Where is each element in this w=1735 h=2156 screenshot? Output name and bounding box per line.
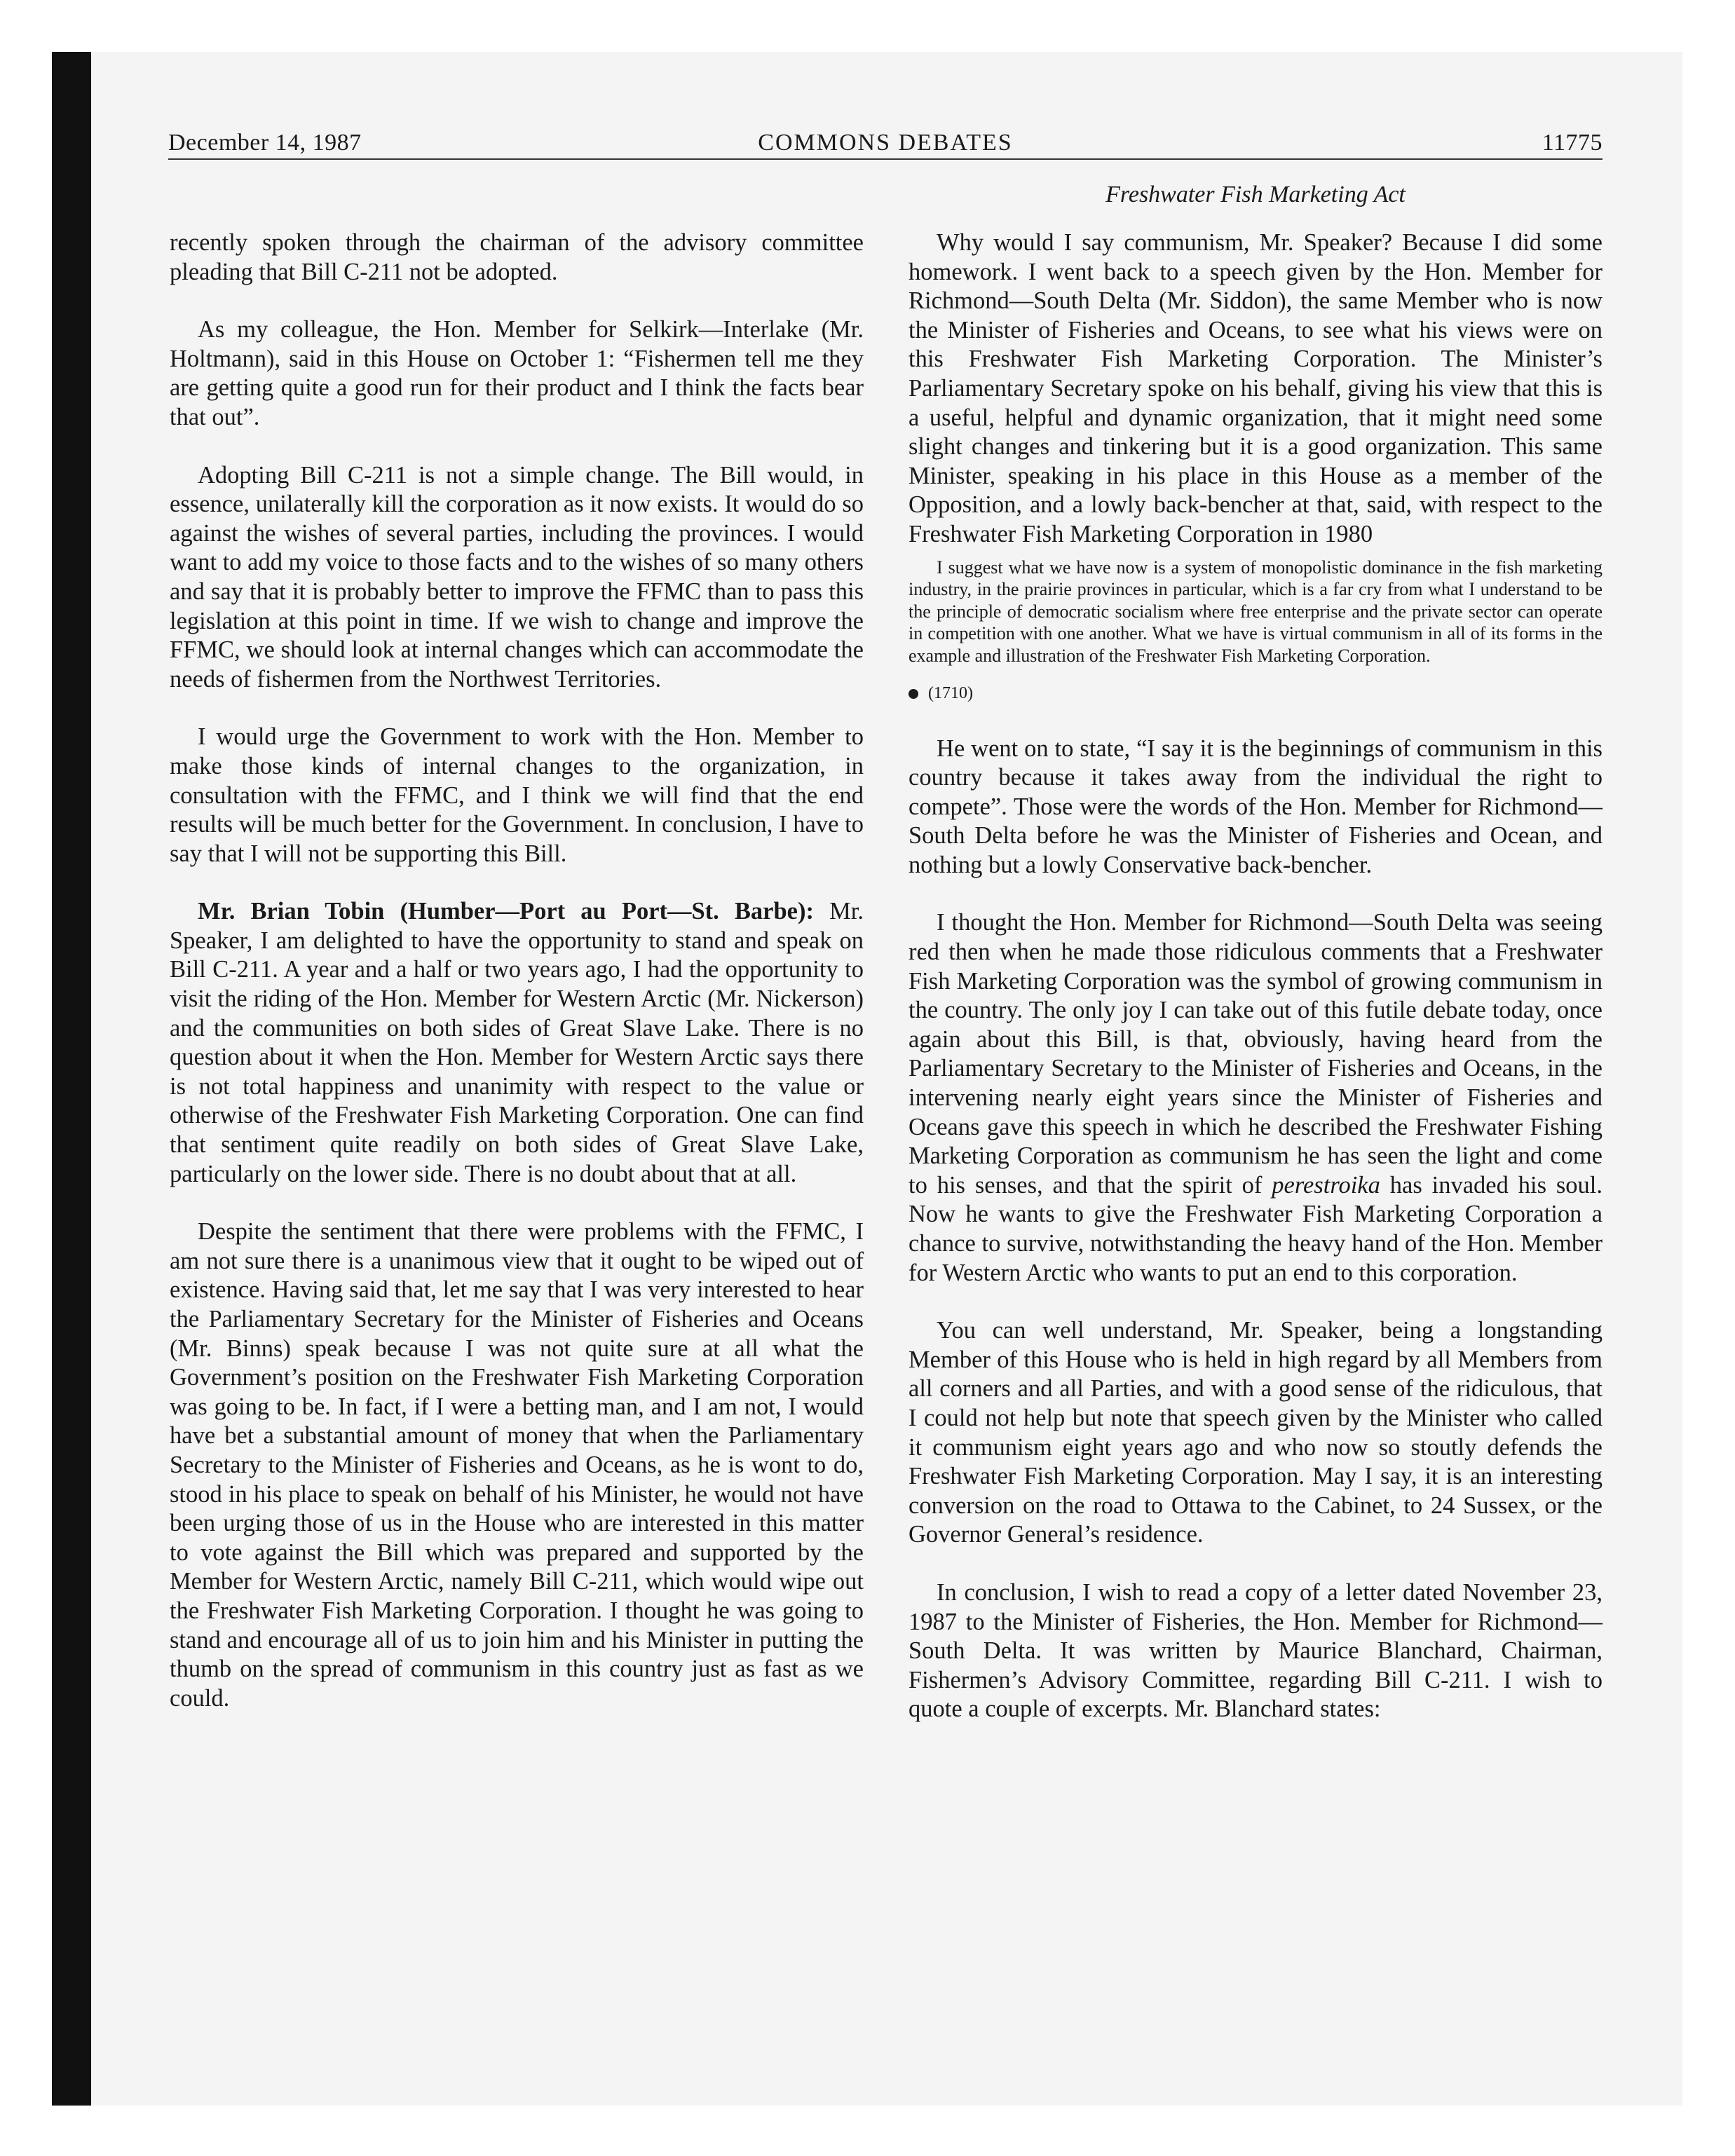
paragraph: You can well understand, Mr. Speaker, being a longstanding Member of this House who is held in high regard by all Members from all corners and all Parties, and with a good sense of the ridiculous, that I could not help but note that speech given by the Minister who called it communism eight years ago and who now so stoutly defends the Freshwater Fish Marketing Corporation. May I say, it is an interesting conversion on the road to Ottawa to the Cabinet, to 24 Sussex, or the Governor General’s residence. <box>909 1317 1603 1548</box>
paragraph: Why would I say communism, Mr. Speaker? Because I did some homework. I went back to a speech given by the Hon. Member for Richmond—South Delta (Mr. Siddon), the same Member who is now the Minister of Fisheries and Oceans, to see what his views were on this Freshwater Fish Marketing Corporation. The Minister’s Parliamentary Secretary spoke on his behalf, giving his view that this is a useful, helpful and dynamic organization, that it might need some slight changes and tinkering but it is a good organization. This same Minister, speaking in his place in this House as a member of the Opposition, and a lowly back-bencher at that, said, with respect to the Freshwater Fish Marketing Corporation in 1980 <box>909 229 1603 547</box>
page-header <box>168 129 1603 157</box>
header-rule <box>168 158 1603 160</box>
speech-text: Speaker, I am delighted to have the opportunity to stand and speak on Bill C-211. A year and a half or two years ago, I had the opportunity to visit the riding of the Hon. Member for Western Arctic (Mr. Nickerson) and the communities on both sides of Great Slave Lake. There is no question about it when the Hon. Member for Western Arctic says there is not total happiness and unanimity with respect to the value or otherwise of the Freshwater Fish Marketing Corporation. One can find that sentiment quite readily on both sides of Great Slave Lake, particularly on the lower side. There is no doubt about that at all. <box>170 927 864 1187</box>
speech-paragraph <box>170 897 864 1189</box>
time-marker <box>909 683 1603 704</box>
time-marker-text: (1710) <box>928 683 973 702</box>
paragraph-text: has invaded his soul. Now he wants to give the Freshwater Fish Marketing Corporation a chance to survive, notwithstanding the heavy hand of the Hon. Member for Western Arctic who wants to put an end to this corporation. <box>909 1171 1603 1286</box>
left-column <box>170 228 864 1713</box>
running-head: Freshwater Fish Marketing Act <box>1105 182 1406 207</box>
paragraph: Adopting Bill C-211 is not a simple change. The Bill would, in essence, unilaterally kill the corporation as it now exists. It would do so against the wishes of several parties, including the provinces. I would want to add my voice to those facts and to the wishes of so many others and say that it is probably better to improve the FFMC than to pass this legislation at this point in time. If we wish to change and improve the FFMC, we should look at internal changes which can accommodate the needs of fishermen from the Northwest Territories. <box>170 461 864 692</box>
paragraph: Despite the sentiment that there were problems with the FFMC, I am not sure there is a unanimous view that it ought to be wiped out of existence. Having said that, let me say that I was very interested to hear the Parliamentary Secretary for the Minister of Fisheries and Oceans (Mr. Binns) speak because I was not quite sure at all what the Government’s position on the Freshwater Fish Marketing Corporation was going to be. In fact, if I were a betting man, and I am not, I would have bet a substantial amount of money that when the Parliamentary Secretary to the Minister of Fisheries and Oceans, as he is wont to do, stood in his place to speak on behalf of his Minister, he would not have been urging those of us in the House who are interested in this matter to vote against the Bill which was prepared and supported by the Member for Western Arctic, namely Bill C-211, which would wipe out the Freshwater Fish Marketing Corporation. I thought he was going to stand and encourage all of us to join him and his Minister in putting the thumb on the spread of communism in this country just as fast as we could. <box>170 1218 864 1712</box>
block-quote: I suggest what we have now is a system of monopolistic dominance in the fish marketing industry, in the prairie provinces in particular, which is a far cry from what I understand to be the principle of democratic socialism where free enterprise and the private sector can operate in competition with one another. What we have is virtual communism in all of its forms in the example and illustration of the Freshwater Fish Marketing Corporation. <box>909 557 1603 666</box>
paragraph: I would urge the Government to work with the Hon. Member to make those kinds of internal changes to the organization, in consultation with the FFMC, and I think we will find that the end results will be much better for the Government. In conclusion, I have to say that I will not be supporting this Bill. <box>170 723 864 867</box>
paragraph <box>909 908 1603 1288</box>
paragraph: In conclusion, I wish to read a copy of a letter dated November 23, 1987 to the Minister of Fisheries, the Hon. Member for Richmond—South Delta. It was written by Maurice Blanchard, Chairman, Fishermen’s Advisory Committee, regarding Bill C-211. I wish to quote a couple of excerpts. Mr. Blanchard states: <box>909 1578 1603 1723</box>
header-page-number: 11775 <box>1542 130 1603 156</box>
bullet-icon <box>909 689 918 699</box>
header-date: December 14, 1987 <box>168 130 362 156</box>
paragraph: recently spoken through the chairman of the advisory committee pleading that Bill C-211 not be adopted. <box>170 229 864 285</box>
right-column <box>909 228 1603 1724</box>
paragraph-text: I thought the Hon. Member for Richmond—South Delta was seeing red then when he made those ridiculous comments that a Freshwater Fish Marketing Corporation was the symbol of growing communism in the country. The only joy I can take out of this futile debate today, once again about this Bill, is that, obviously, having heard from the Parliamentary Secretary to the Minister of Fisheries and Oceans, in the intervening nearly eight years since the Minister of Fisheries and Oceans gave this speech in which he described the Freshwater Fishing Marketing Corporation as communism he has seen the light and come to his senses, and that the spirit of <box>909 909 1603 1199</box>
paragraph: As my colleague, the Hon. Member for Selkirk—Interlake (Mr. Holtmann), said in this House on October 1: “Fishermen tell me they are getting quite a good run for their product and I think the facts bear that out”. <box>170 316 864 430</box>
paragraph: He went on to state, “I say it is the beginnings of communism in this country because it takes away from the individual the right to compete”. Those were the words of the Hon. Member for Richmond—South Delta before he was the Minister of Fisheries and Ocean, and nothing but a lowly Conservative back-bencher. <box>909 735 1603 878</box>
speaker-intro-tail: Mr. <box>829 898 864 925</box>
speaker-name: Mr. Brian Tobin (Humber—Port au Port—St. Barbe): <box>198 898 814 925</box>
header-title: COMMONS DEBATES <box>758 130 1013 156</box>
italic-term: perestroika <box>1272 1171 1380 1199</box>
